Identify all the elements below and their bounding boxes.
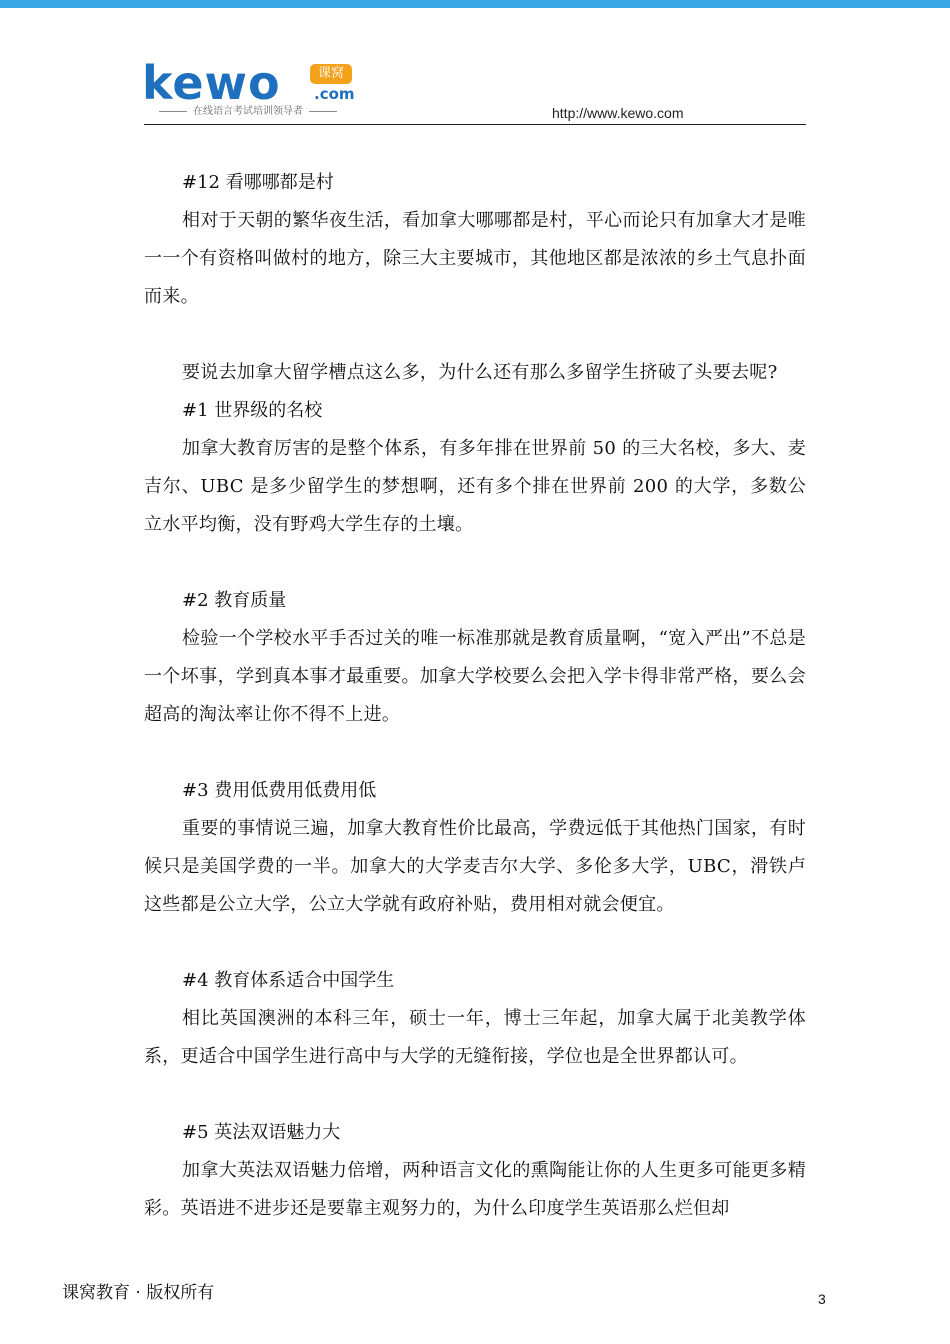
logo-tagline: 在线语言考试培训领导者 [142,106,354,118]
section-12-heading: #12 看哪哪都是村 [182,172,334,193]
spacer [144,1076,806,1114]
section-5-text: 加拿大英法双语魅力倍增，两种语言文化的熏陶能让你的人生更多可能更多精彩。英语进不进步还是要靠主观努力的，为什么印度学生英语那么烂但却 [144,1160,806,1219]
header-divider [144,124,806,125]
spacer [144,544,806,582]
section-3-text: 重要的事情说三遍，加拿大教育性价比最高，学费远低于其他热门国家，有时候只是美国学费的一半。加拿大的大学麦吉尔大学、多伦多大学，UBC，滑铁卢这些都是公立大学，公立大学就有政府补贴，费用相对就会便宜。 [144,818,806,915]
section-1-text: 加拿大教育厉害的是整个体系，有多年排在世界前 50 的三大名校，多大、麦吉尔、UBC 是多少留学生的梦想啊，还有多个排在世界前 200 的大学，多数公立水平均衡，没有野鸡大学生存的土壤。 [144,438,806,535]
document-body [144,164,806,1228]
spacer [144,924,806,962]
section-4-heading: #4 教育体系适合中国学生 [182,970,395,991]
intro-question: 要说去加拿大留学槽点这么多，为什么还有那么多留学生挤破了头要去呢? [182,362,778,383]
section-4-text: 相比英国澳洲的本科三年，硕士一年，博士三年起，加拿大属于北美教学体系，更适合中国学生进行高中与大学的无缝衔接，学位也是全世界都认可。 [144,1008,806,1067]
section-1-heading: #1 世界级的名校 [182,400,323,421]
top-accent-bar [0,0,950,8]
logo-domain: .com [314,85,355,103]
spacer [144,734,806,772]
footer-copyright: 课窝教育 · 版权所有 [62,1283,215,1303]
section-12-text: 相对于天朝的繁华夜生活，看加拿大哪哪都是村，平心而论只有加拿大才是唯一一个有资格叫做村的地方，除三大主要城市，其他地区都是浓浓的乡土气息扑面而来。 [144,210,806,307]
section-3-heading: #3 费用低费用低费用低 [182,780,377,801]
header-url[interactable]: http://www.kewo.com [552,105,684,121]
logo-badge: 课窝 [310,64,352,84]
logo-wordmark: kewo [142,56,281,110]
section-2-heading: #2 教育质量 [182,590,287,611]
section-2-text: 检验一个学校水平手否过关的唯一标准那就是教育质量啊，“宽入严出”不总是一个坏事，学到真本事才最重要。加拿大学校要么会把入学卡得非常严格，要么会超高的淘汰率让你不得不上进。 [144,628,806,725]
page-number: 3 [818,1291,826,1307]
spacer [144,316,806,354]
kewo-logo[interactable] [142,56,362,124]
section-5-heading: #5 英法双语魅力大 [182,1122,341,1143]
